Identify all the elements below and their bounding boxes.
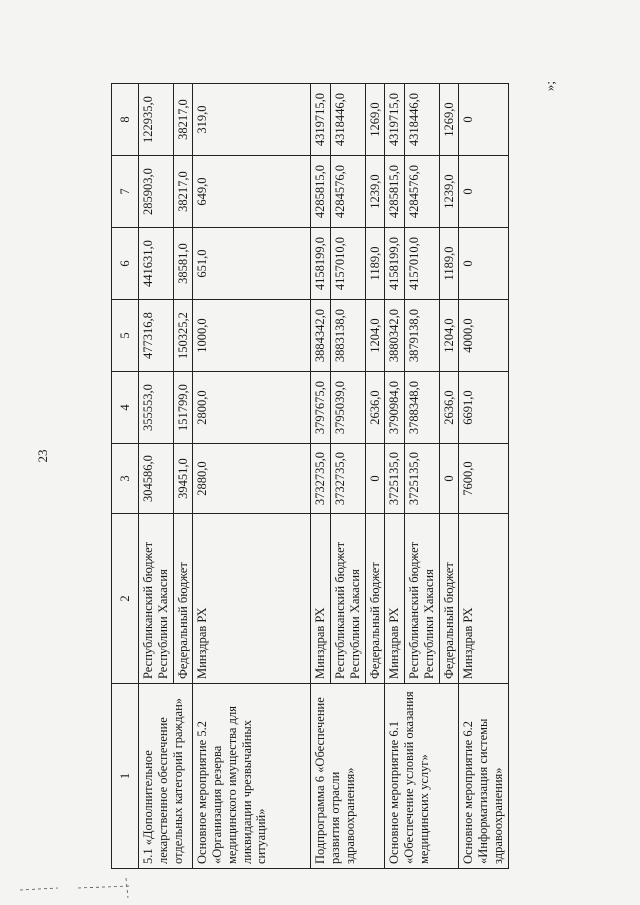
- funding-source: Федеральный бюджет: [173, 514, 193, 684]
- value-cell: 38581,0: [173, 228, 193, 300]
- col-header: 5: [112, 300, 139, 372]
- value-cell: 2636,0: [439, 372, 459, 444]
- table-row: [193, 84, 311, 869]
- value-cell: 4158199,0: [385, 228, 405, 300]
- value-cell: 441631,0: [139, 228, 174, 300]
- value-cell: 649,0: [193, 156, 311, 228]
- value-cell: 4284576,0: [331, 156, 366, 228]
- value-cell: 4318446,0: [405, 84, 440, 156]
- table-row: [311, 84, 331, 869]
- value-cell: 1269,0: [439, 84, 459, 156]
- funding-source: Федеральный бюджет: [439, 514, 459, 684]
- funding-source: Минздрав РХ: [311, 514, 331, 684]
- value-cell: 0: [459, 84, 508, 156]
- table-row: [459, 84, 508, 869]
- value-cell: 4284576,0: [405, 156, 440, 228]
- header-row: [112, 84, 139, 869]
- value-cell: 6691,0: [459, 372, 508, 444]
- col-header: 8: [112, 84, 139, 156]
- value-cell: 1269,0: [365, 84, 385, 156]
- trailing-mark: »;: [542, 80, 558, 92]
- value-cell: 4318446,0: [331, 84, 366, 156]
- value-cell: 3732735,0: [331, 444, 366, 514]
- col-header: 6: [112, 228, 139, 300]
- value-cell: 4285815,0: [311, 156, 331, 228]
- value-cell: 4285815,0: [385, 156, 405, 228]
- value-cell: 0: [365, 444, 385, 514]
- measure-name: Основное мероприятие 6.2 «Информатизация системы здравоохранения»: [459, 684, 508, 869]
- value-cell: 355553,0: [139, 372, 174, 444]
- value-cell: 3790984,0: [385, 372, 405, 444]
- value-cell: 4157010,0: [331, 228, 366, 300]
- funding-source: Республиканский бюджет Республики Хакасия: [331, 514, 366, 684]
- value-cell: 3883138,0: [331, 300, 366, 372]
- funding-source: Минздрав РХ: [385, 514, 405, 684]
- value-cell: 3795039,0: [331, 372, 366, 444]
- value-cell: 1204,0: [439, 300, 459, 372]
- funding-source: Минздрав РХ: [459, 514, 508, 684]
- value-cell: 0: [439, 444, 459, 514]
- value-cell: 1239,0: [439, 156, 459, 228]
- value-cell: 1239,0: [365, 156, 385, 228]
- value-cell: 1204,0: [365, 300, 385, 372]
- value-cell: 4000,0: [459, 300, 508, 372]
- funding-source: Республиканский бюджет Республики Хакасия: [139, 514, 174, 684]
- funding-source: Минздрав РХ: [193, 514, 311, 684]
- value-cell: 0: [459, 156, 508, 228]
- value-cell: 3880342,0: [385, 300, 405, 372]
- value-cell: 2636,0: [365, 372, 385, 444]
- value-cell: 39451,0: [173, 444, 193, 514]
- value-cell: 3725135,0: [405, 444, 440, 514]
- measure-name: Подпрограмма 6 «Обеспечение развития отрасли здравоохранения»: [311, 684, 385, 869]
- value-cell: 4157010,0: [405, 228, 440, 300]
- value-cell: 7600,0: [459, 444, 508, 514]
- value-cell: 1189,0: [365, 228, 385, 300]
- measure-name: Основное мероприятие 6.1 «Обеспечение условий оказания медицинских услуг»: [385, 684, 459, 869]
- budget-table-rotated: [111, 84, 556, 869]
- value-cell: 3797675,0: [311, 372, 331, 444]
- value-cell: 151799,0: [173, 372, 193, 444]
- value-cell: 319,0: [193, 84, 311, 156]
- col-header: 3: [112, 444, 139, 514]
- page-number: 23: [35, 449, 50, 463]
- table-row: [385, 84, 405, 869]
- value-cell: 3879138,0: [405, 300, 440, 372]
- measure-name: 5.1 «Дополнительное лекарственное обеспечение отдельных категорий граждан»: [139, 684, 193, 869]
- scan-artifact-icon: [18, 876, 133, 900]
- value-cell: 3725135,0: [385, 444, 405, 514]
- value-cell: 477316,8: [139, 300, 174, 372]
- measure-name: Основное мероприятие 5.2 «Организация резерва медицинского имущества для ликвидации чрезвычайных ситуаций»: [193, 684, 311, 869]
- value-cell: 1189,0: [439, 228, 459, 300]
- funding-source: Республиканский бюджет Республики Хакасия: [405, 514, 440, 684]
- value-cell: 651,0: [193, 228, 311, 300]
- value-cell: 122935,0: [139, 84, 174, 156]
- col-header: 4: [112, 372, 139, 444]
- col-header: 2: [112, 514, 139, 684]
- budget-table: [111, 83, 509, 869]
- value-cell: 2880,0: [193, 444, 311, 514]
- value-cell: 0: [459, 228, 508, 300]
- value-cell: 1000,0: [193, 300, 311, 372]
- table-row: [139, 84, 174, 869]
- value-cell: 38217,0: [173, 156, 193, 228]
- value-cell: 3788348,0: [405, 372, 440, 444]
- value-cell: 4319715,0: [311, 84, 331, 156]
- value-cell: 4158199,0: [311, 228, 331, 300]
- value-cell: 2800,0: [193, 372, 311, 444]
- col-header: 7: [112, 156, 139, 228]
- value-cell: 304586,0: [139, 444, 174, 514]
- value-cell: 3732735,0: [311, 444, 331, 514]
- value-cell: 3884342,0: [311, 300, 331, 372]
- value-cell: 150325,2: [173, 300, 193, 372]
- funding-source: Федеральный бюджет: [365, 514, 385, 684]
- value-cell: 4319715,0: [385, 84, 405, 156]
- value-cell: 285903,0: [139, 156, 174, 228]
- col-header: 1: [112, 684, 139, 869]
- value-cell: 38217,0: [173, 84, 193, 156]
